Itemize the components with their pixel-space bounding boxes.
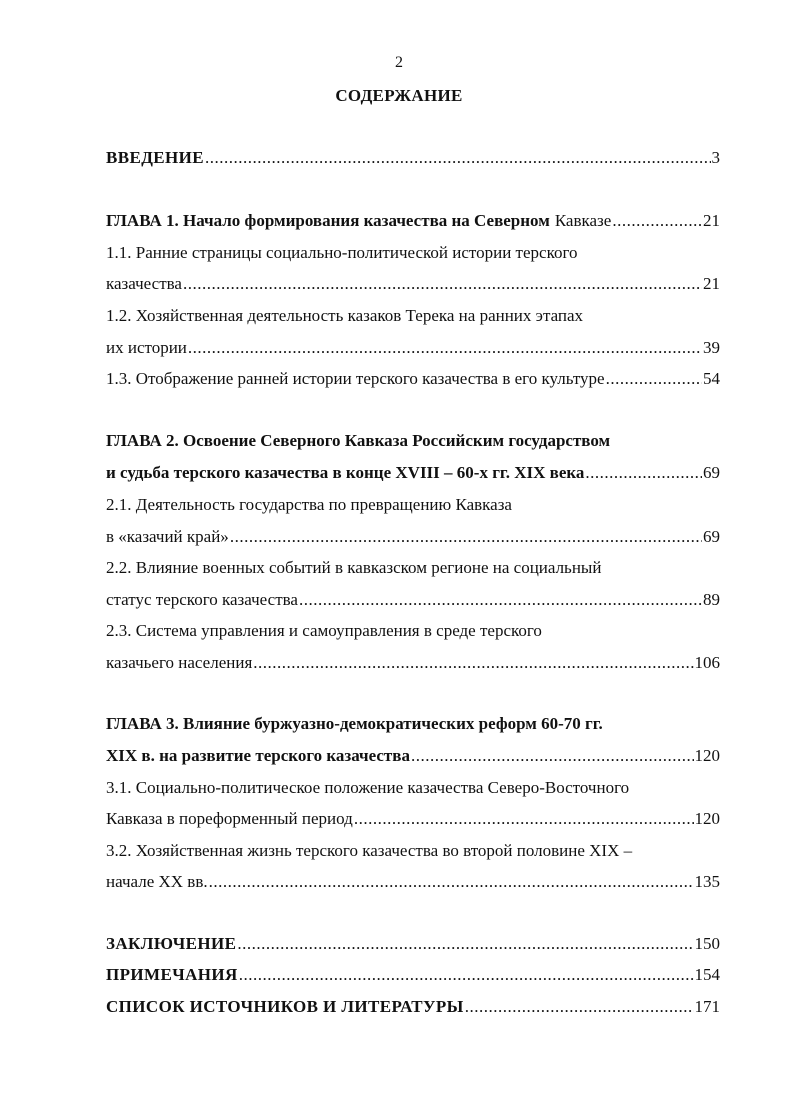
leader-dots xyxy=(239,964,694,986)
toc-section-2-2[interactable] xyxy=(106,589,720,611)
chapter-title: ГЛАВА 1. Начало формирования казачества на Северном xyxy=(106,211,550,230)
section-title: статус терского казачества xyxy=(106,590,298,609)
page-title: СОДЕРЖАНИЕ xyxy=(335,86,463,105)
toc-entry-title: ПРИМЕЧАНИЯ xyxy=(106,965,238,984)
toc-entry-sources[interactable] xyxy=(106,996,720,1018)
toc-page-number: 3 xyxy=(711,148,720,167)
toc-section-2-3[interactable] xyxy=(106,652,720,674)
leader-dots xyxy=(205,147,710,169)
leader-dots xyxy=(585,462,702,484)
toc-section-1-2[interactable] xyxy=(106,337,720,359)
toc-page-number: 106 xyxy=(694,653,720,672)
toc-page-number: 54 xyxy=(703,369,720,388)
section-title: в «казачий край» xyxy=(106,527,229,546)
section-title: казачества xyxy=(106,274,182,293)
toc-entry-intro[interactable] xyxy=(106,147,720,169)
leader-dots xyxy=(354,808,694,830)
toc-entry-title: ВВЕДЕНИЕ xyxy=(106,148,205,167)
section-title: казачьего населения xyxy=(106,653,253,672)
toc-chapter-3[interactable] xyxy=(106,745,720,767)
toc-page-number: 39 xyxy=(703,338,720,357)
leader-dots xyxy=(612,210,702,232)
toc-page-number: 21 xyxy=(703,211,720,230)
toc-page-number: 89 xyxy=(703,590,720,609)
toc-section-1-2-line1[interactable]: 1.2. Хозяйственная деятельность казаков Терека на ранних этапах xyxy=(106,306,584,325)
toc-page-number: 69 xyxy=(703,527,720,546)
toc-section-2-1[interactable] xyxy=(106,526,720,548)
toc-page-number: 120 xyxy=(694,809,720,828)
leader-dots xyxy=(253,652,693,674)
toc-page-number: 135 xyxy=(694,872,720,891)
toc-section-2-1-line1[interactable]: 2.1. Деятельность государства по превращению Кавказа xyxy=(106,495,512,514)
toc-section-3-1[interactable] xyxy=(106,808,720,830)
toc-entry-title: СПИСОК ИСТОЧНИКОВ И ЛИТЕРАТУРЫ xyxy=(106,997,464,1016)
leader-dots xyxy=(606,368,702,390)
leader-dots xyxy=(230,526,702,548)
chapter-title: и судьба терского казачества в конце XVIII – 60-х гг. XIX века xyxy=(106,463,585,482)
leader-dots xyxy=(209,871,694,893)
section-title: 1.3. Отображение ранней истории терского казачества в его культуре xyxy=(106,369,605,388)
section-title: Кавказа в пореформенный период xyxy=(106,809,353,828)
toc-section-3-1-line1[interactable]: 3.1. Социально-политическое положение казачества Северо-Восточного xyxy=(106,778,630,797)
leader-dots xyxy=(183,273,702,295)
toc-page-number: 171 xyxy=(694,997,720,1016)
leader-dots xyxy=(299,589,702,611)
leader-dots xyxy=(188,337,702,359)
leader-dots xyxy=(465,996,694,1018)
page-number: 2 xyxy=(395,54,403,71)
toc-chapter-1[interactable] xyxy=(106,210,720,232)
chapter-title: XIX в. на развитие терского казачества xyxy=(106,746,410,765)
toc-entry-notes[interactable] xyxy=(106,964,720,986)
toc-section-1-1[interactable] xyxy=(106,273,720,295)
section-title: начале XX вв. xyxy=(106,872,208,891)
toc-section-1-1-line1[interactable]: 1.1. Ранние страницы социально-политической истории терского xyxy=(106,243,578,262)
toc-chapter-3-line1[interactable]: ГЛАВА 3. Влияние буржуазно-демократических реформ 60-70 гг. xyxy=(106,714,603,733)
leader-dots xyxy=(237,933,693,955)
toc-entry-title: ЗАКЛЮЧЕНИЕ xyxy=(106,934,237,953)
leader-dots xyxy=(411,745,694,767)
chapter-title-tail: Кавказе xyxy=(554,211,612,230)
toc-section-3-2-line1[interactable]: 3.2. Хозяйственная жизнь терского казачества во второй половине XIX – xyxy=(106,841,633,860)
toc-page-number: 21 xyxy=(703,274,720,293)
section-title: их истории xyxy=(106,338,187,357)
toc-entry-conclusion[interactable] xyxy=(106,933,720,955)
toc-section-3-2[interactable] xyxy=(106,871,720,893)
toc-section-1-3[interactable] xyxy=(106,368,720,390)
toc-chapter-2-line1[interactable]: ГЛАВА 2. Освоение Северного Кавказа Российским государством xyxy=(106,431,611,450)
toc-section-2-3-line1[interactable]: 2.3. Система управления и самоуправления в среде терского xyxy=(106,621,542,640)
toc-page-number: 154 xyxy=(694,965,720,984)
toc-page-number: 150 xyxy=(694,934,720,953)
toc-page-number: 69 xyxy=(703,463,720,482)
toc-section-2-2-line1[interactable]: 2.2. Влияние военных событий в кавказском регионе на социальный xyxy=(106,558,602,577)
toc-chapter-2[interactable] xyxy=(106,462,720,484)
toc-page-number: 120 xyxy=(694,746,720,765)
